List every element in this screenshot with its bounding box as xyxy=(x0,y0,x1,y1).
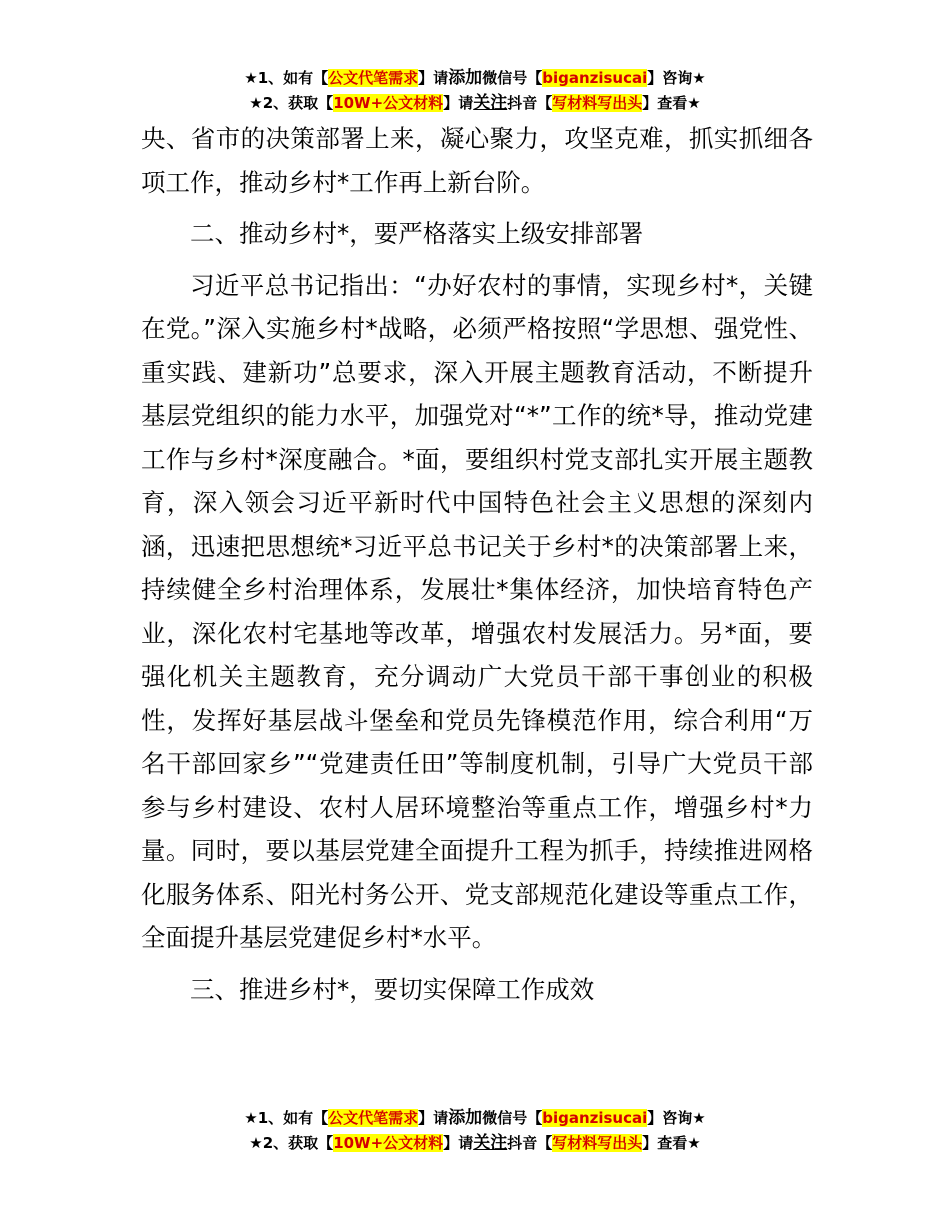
banner-line-2 xyxy=(0,91,950,116)
highlight-douyin-id: 写材料写出头 xyxy=(552,1134,643,1152)
section-heading-2: 二、推动乡村*，要严格落实上级安排部署 xyxy=(190,219,644,248)
highlight-wechat-id: biganzisucai xyxy=(542,69,648,87)
banner-text: 抖音【 xyxy=(507,1134,553,1152)
banner-emphasis: 关注 xyxy=(473,93,508,113)
paragraph-continuation: 央、省市的决策部署上来，凝心聚力，攻坚克难，抓实抓细各项工作，推动乡村*工作再上新台阶。 xyxy=(141,124,813,197)
banner-text: ★2、获取【 xyxy=(249,94,334,112)
banner-text: 】查看★ xyxy=(642,1134,701,1152)
banner-text: 抖音【 xyxy=(507,94,553,112)
banner-text: 微信号【 xyxy=(482,1109,543,1127)
banner-emphasis: 添加 xyxy=(448,68,483,88)
header-banner xyxy=(0,66,950,116)
highlight-douyin-id: 写材料写出头 xyxy=(552,94,643,112)
banner-text: 】请 xyxy=(418,1109,449,1127)
highlight-materials: 10W+公文材料 xyxy=(333,1134,444,1152)
banner-text: 】请 xyxy=(443,94,474,112)
banner-line-1 xyxy=(0,1106,950,1131)
banner-text: ★1、如有【 xyxy=(244,1109,329,1127)
banner-text: 微信号【 xyxy=(482,69,543,87)
banner-text: 】咨询★ xyxy=(647,69,706,87)
banner-text: ★1、如有【 xyxy=(244,69,329,87)
banner-text: 】查看★ xyxy=(642,94,701,112)
highlight-wechat-id: biganzisucai xyxy=(542,1109,648,1127)
document-body xyxy=(141,117,813,1011)
section-heading-3: 三、推进乡村*，要切实保障工作成效 xyxy=(190,974,595,1004)
banner-emphasis: 添加 xyxy=(448,1108,483,1128)
banner-text: 】请 xyxy=(418,69,449,87)
highlight-materials: 10W+公文材料 xyxy=(333,94,444,112)
banner-text: 】咨询★ xyxy=(647,1109,706,1127)
banner-emphasis: 关注 xyxy=(473,1133,508,1153)
footer-banner xyxy=(0,1106,950,1156)
banner-line-2 xyxy=(0,1131,950,1156)
banner-line-1 xyxy=(0,66,950,91)
paragraph-main: 习近平总书记指出：“办好农村的事情，实现乡村*，关键在党。”深入实施乡村*战略，必须严格按照“学思想、强党性、重实践、建新功”总要求，深入开展主题教育活动，不断提升基层党组织的能力水平，加强党对“*”工作的统*导，推动党建工作与乡村*深度融合。*面，要组织村党支部扎实开展主题教育，深入领会习近平新时代中国特色社会主义思想的深刻内涵，迅速把思想统*习近平总书记关于乡村*的决策部署上来，持续健全乡村治理体系，发展壮*集体经济，加快培育特色产业，深化农村宅基地等改革，增强农村发展活力。另*面，要强化机关主题教育，充分调动广大党员干部干事创业的积极性，发挥好基层战斗堡垒和党员先锋模范作用，综合利用“万名干部回家乡”“党建责任田”等制度机制，引导广大党员干部参与乡村建设、农村人居环境整治等重点工作，增强乡村*力量。同时，要以基层党建全面提升工程为抓手，持续推进网格化服务体系、阳光村务公开、党支部规范化建设等重点工作，全面提升基层党建促乡村*水平。 xyxy=(141,270,813,952)
highlight-service: 公文代笔需求 xyxy=(328,1109,419,1127)
highlight-service: 公文代笔需求 xyxy=(328,69,419,87)
banner-text: 】请 xyxy=(443,1134,474,1152)
banner-text: ★2、获取【 xyxy=(249,1134,334,1152)
